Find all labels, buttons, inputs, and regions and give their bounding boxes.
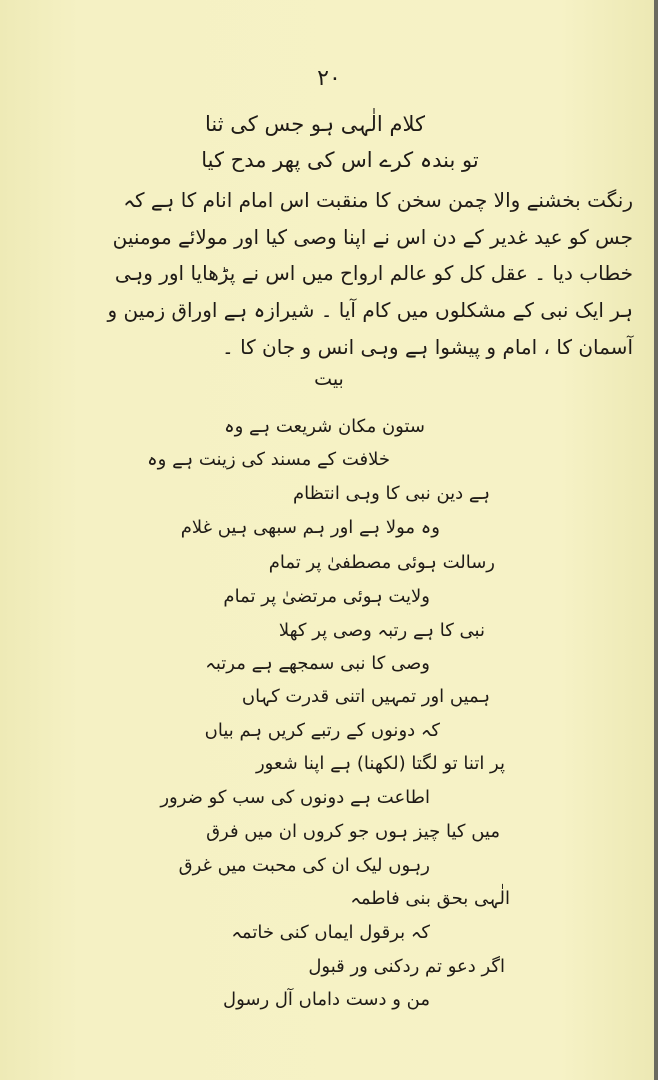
verse-line-14: رہوں لیک ان کی محبت میں غرق — [178, 855, 430, 876]
verse-line-1: ستون مکان شریعت ہے وہ — [224, 416, 425, 437]
verse-line-6: ولایت ہوئی مرتضیٰ پر تمام — [223, 586, 430, 607]
verse-line-8: وصی کا نبی سمجھے ہے مرتبہ — [205, 653, 430, 674]
couplet-line-2: تو بندہ کرے اس کی پھر مدح کیا — [201, 148, 479, 172]
prose-line-4: ہر ایک نبی کے مشکلوں میں کام آیا ۔ شیرازہ ہے اوراق زمین و — [107, 298, 633, 322]
verse-line-2: خلافت کے مسند کی زینت ہے وہ — [147, 449, 390, 470]
section-heading: بیت — [314, 368, 344, 390]
verse-line-3: ہے دین نبی کا وہی انتظام — [292, 483, 490, 504]
verse-line-11: پر اتنا تو لگتا (لکھنا) ہے اپنا شعور — [255, 753, 505, 774]
prose-line-5: آسمان کا ، امام و پیشوا ہے وہی انس و جان کا ۔ — [222, 335, 633, 359]
prose-line-3: خطاب دیا ۔ عقل کل کو عالم ارواح میں اس نے پڑھایا اور وہی — [114, 261, 633, 285]
prose-line-2: جس کو عید غدیر کے دن اس نے اپنا وصی کیا اور مولائے مومنین — [112, 225, 633, 249]
verse-line-13: میں کیا چیز ہوں جو کروں ان میں فرق — [206, 821, 500, 842]
page-number: ۲۰ — [317, 66, 341, 91]
verse-line-4: وہ مولا ہے اور ہم سبھی ہیں غلام — [180, 517, 440, 538]
verse-line-17: اگر دعو تم ردکنی ور قبول — [308, 956, 505, 977]
verse-line-16: کہ برقول ایماں کنی خاتمہ — [231, 922, 430, 943]
verse-line-12: اطاعت ہے دونوں کی سب کو ضرور — [160, 787, 430, 808]
couplet-line-1: کلام الٰہی ہو جس کی ثنا — [205, 112, 425, 136]
prose-line-1: رنگت بخشنے والا چمن سخن کا منقبت اس امام انام کا ہے کہ — [123, 188, 633, 212]
verse-line-9: ہمیں اور تمہیں اتنی قدرت کہاں — [241, 686, 490, 707]
verse-line-18: من و دست داماں آل رسول — [222, 989, 430, 1010]
verse-line-7: نبی کا ہے رتبہ وصی پر کھلا — [278, 620, 485, 641]
page-edge — [654, 0, 658, 1080]
verse-line-10: کہ دونوں کے رتبے کریں ہم بیاں — [204, 720, 440, 741]
verse-line-5: رسالت ہوئی مصطفیٰ پر تمام — [268, 552, 495, 573]
verse-line-15: الٰہی بحق بنی فاطمہ — [350, 888, 510, 909]
